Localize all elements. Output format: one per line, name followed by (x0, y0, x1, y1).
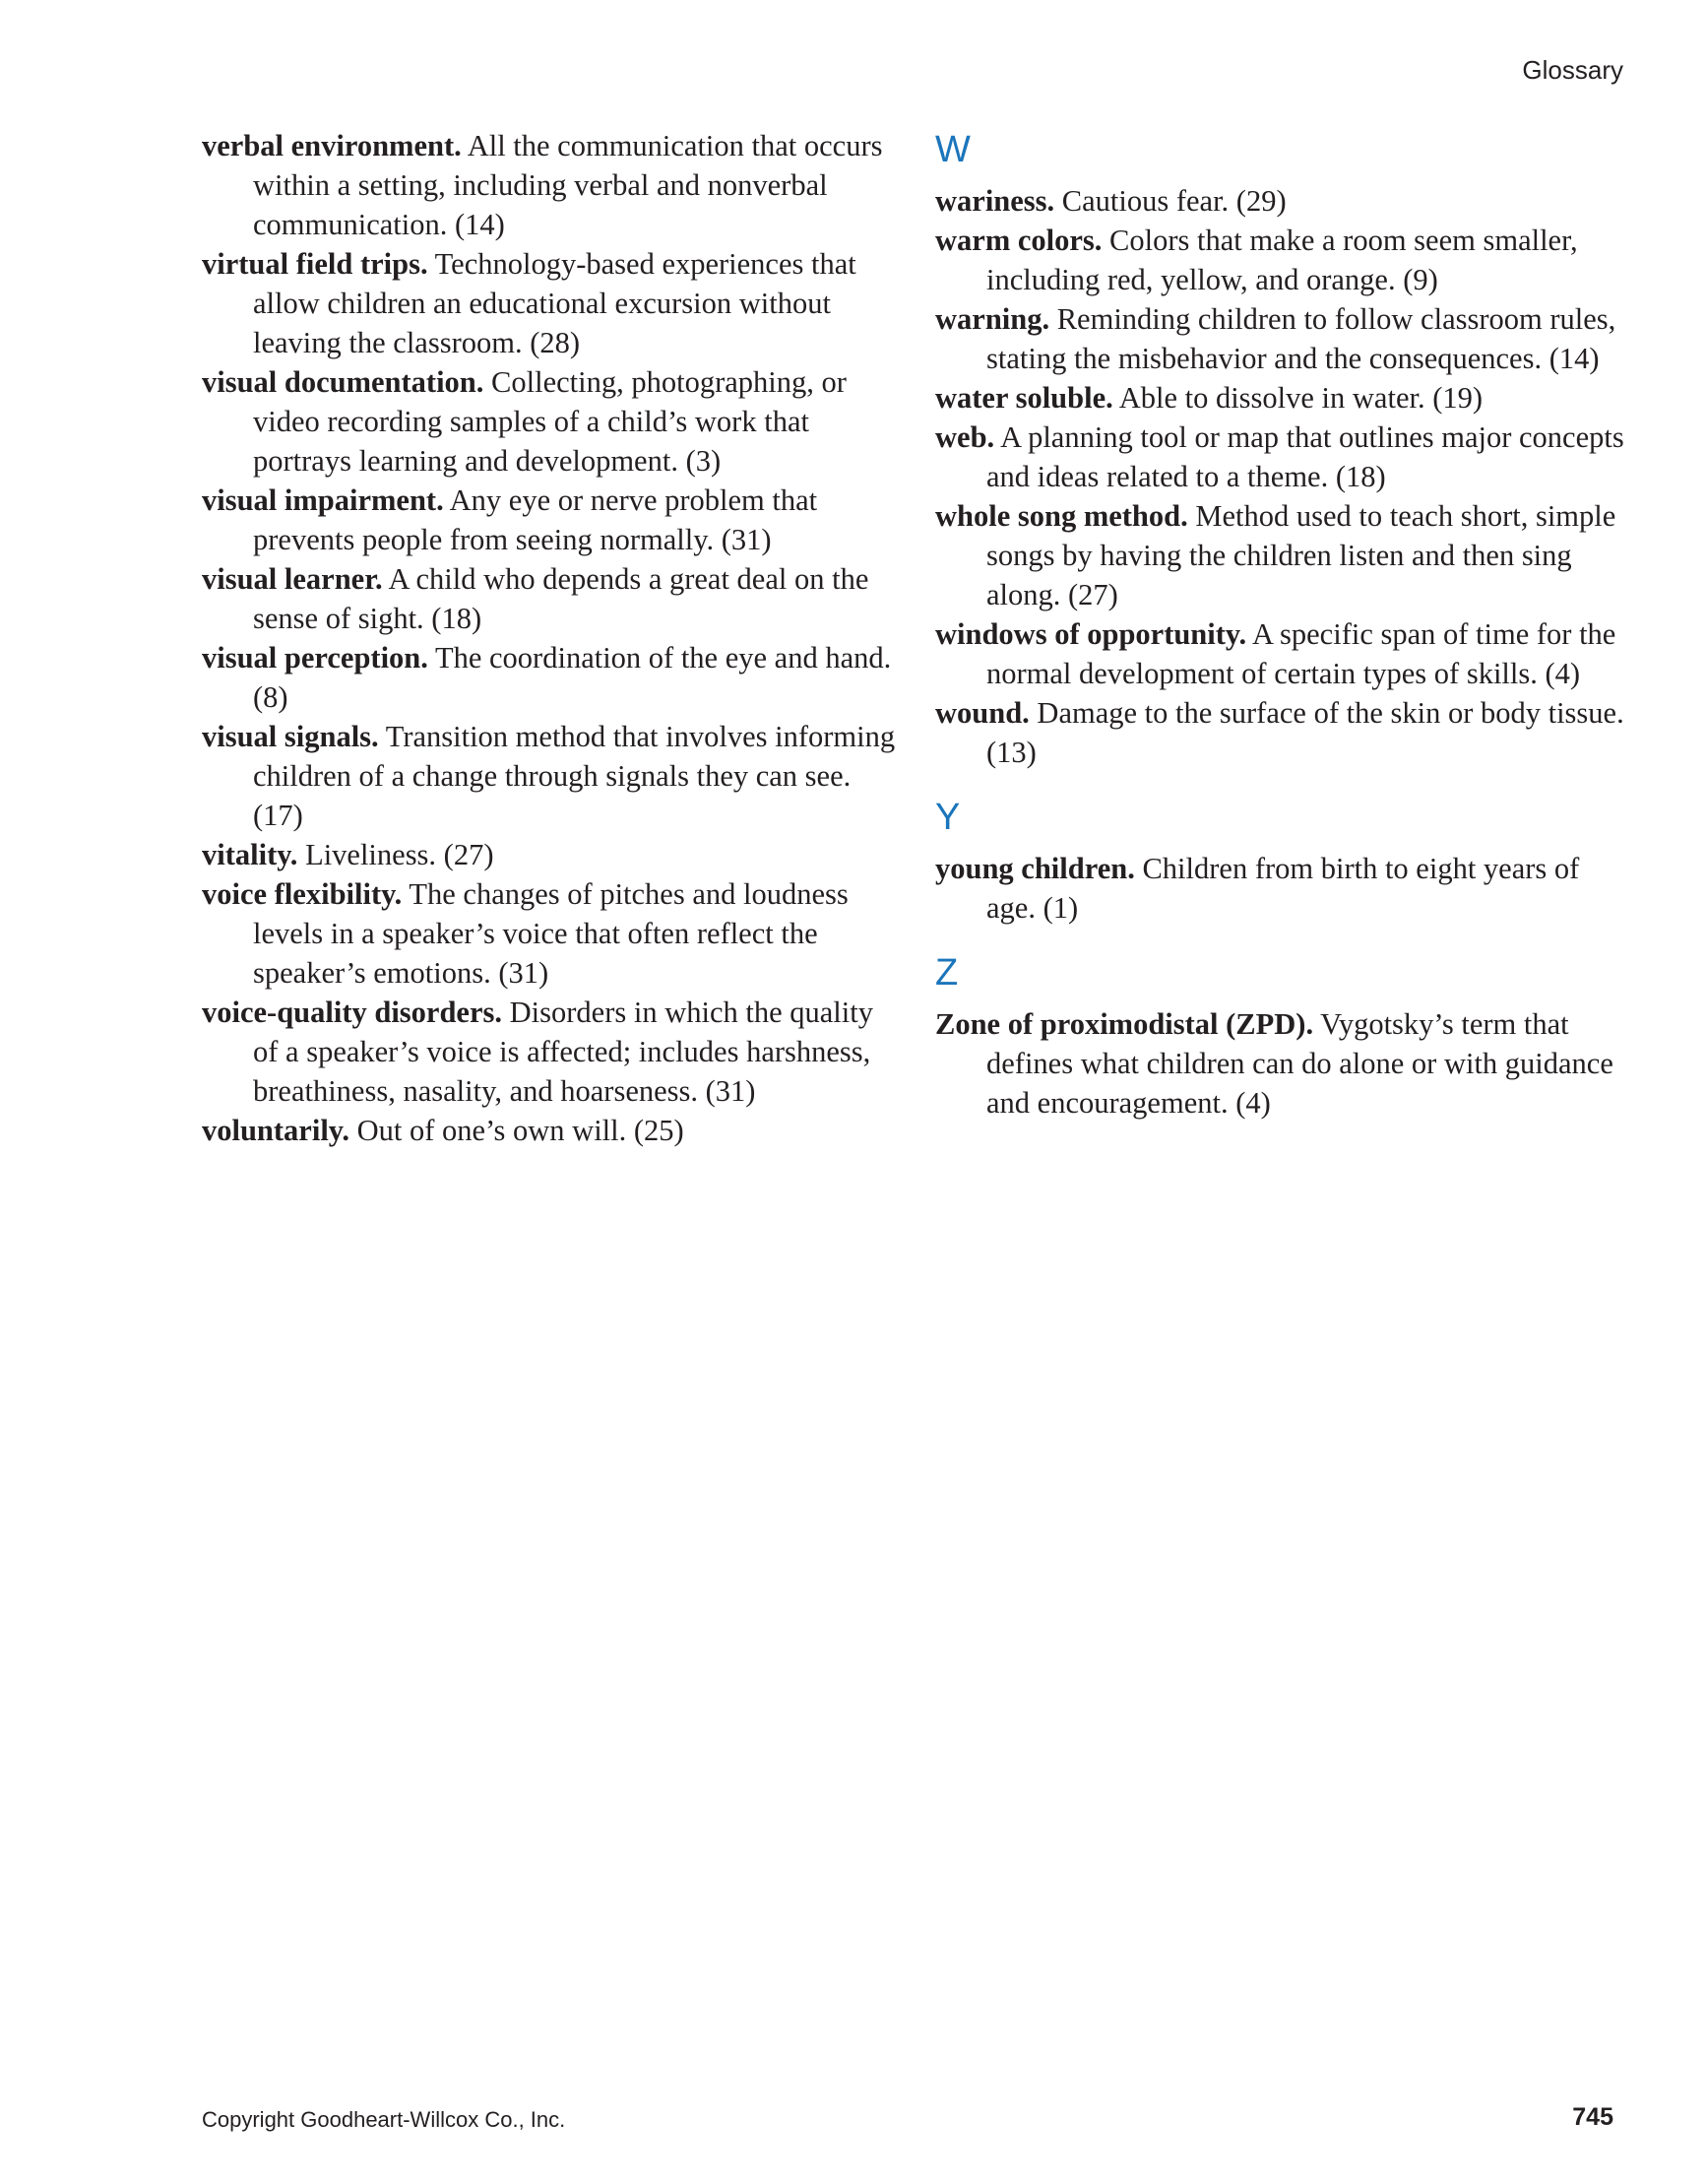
glossary-entry (935, 299, 1624, 378)
entry-definition: A specific span of time for the normal development of certain types of skills. (4) (986, 617, 1616, 690)
entry-definition: Collecting, photographing, or video recording samples of a child’s work that portrays learning and development. (3) (253, 365, 847, 478)
glossary-entry (202, 717, 901, 835)
glossary-entry (202, 481, 901, 559)
entry-term: water soluble. (935, 381, 1113, 415)
entry-definition: The coordination of the eye and hand. (8) (253, 641, 892, 714)
glossary-entry (202, 835, 901, 874)
entry-definition: Children from birth to eight years of age. (1) (986, 852, 1580, 925)
glossary-entry (935, 221, 1624, 299)
entry-term: visual perception. (202, 641, 428, 674)
glossary-entry (935, 1004, 1624, 1123)
entry-term: whole song method. (935, 499, 1188, 533)
entry-term: visual impairment. (202, 483, 444, 517)
glossary-entry (202, 244, 901, 362)
entry-term: wound. (935, 696, 1030, 730)
glossary-entry (202, 362, 901, 481)
glossary-entry (935, 849, 1624, 928)
entry-term: young children. (935, 852, 1135, 885)
copyright-notice: Copyright Goodheart-Willcox Co., Inc. (202, 2107, 566, 2132)
glossary-right-column (935, 126, 1624, 1123)
entry-term: warm colors. (935, 224, 1103, 257)
entry-definition: Method used to teach short, simple songs by having the children listen and then sing along. (27) (986, 499, 1616, 611)
entry-definition: A planning tool or map that outlines major concepts and ideas related to a theme. (18) (986, 420, 1624, 493)
entry-term: visual signals. (202, 720, 379, 753)
glossary-entry (935, 378, 1624, 418)
entry-term: virtual field trips. (202, 247, 428, 281)
entry-definition: A child who depends a great deal on the sense of sight. (18) (253, 562, 869, 635)
entry-definition: Any eye or nerve problem that prevents people from seeing normally. (31) (253, 483, 818, 556)
entry-definition: Disorders in which the quality of a speaker’s voice is affected; includes harshness, breathiness, nasality, and hoarseness. (31) (253, 996, 873, 1108)
glossary-entry (935, 181, 1624, 221)
entry-term: visual learner. (202, 562, 383, 596)
glossary-left-column (202, 126, 901, 1150)
entry-term: verbal environment. (202, 129, 462, 162)
entry-definition: All the communication that occurs within a setting, including verbal and nonverbal communication. (14) (253, 129, 883, 241)
entry-term: wariness. (935, 184, 1055, 218)
glossary-entry (202, 1111, 901, 1150)
entry-definition: Vygotsky’s term that defines what children can do alone or with guidance and encouragement. (4) (986, 1007, 1613, 1120)
glossary-entry (935, 496, 1624, 614)
entry-definition: Reminding children to follow classroom rules, stating the misbehavior and the consequences. (14) (986, 302, 1616, 375)
entry-definition: Damage to the surface of the skin or body tissue. (13) (986, 696, 1624, 769)
entry-term: voluntarily. (202, 1114, 349, 1147)
entry-term: warning. (935, 302, 1050, 336)
running-head: Glossary (1522, 55, 1623, 85)
entry-term: windows of opportunity. (935, 617, 1247, 651)
entry-term: web. (935, 420, 995, 454)
entry-definition: Colors that make a room seem smaller, including red, yellow, and orange. (9) (986, 224, 1578, 296)
entry-definition: Able to dissolve in water. (19) (1112, 381, 1484, 415)
entry-term: voice flexibility. (202, 877, 403, 911)
entry-definition: Cautious fear. (29) (1054, 184, 1287, 218)
entry-definition: The changes of pitches and loudness levels in a speaker’s voice that often reflect the speaker’s emotions. (31) (253, 877, 849, 990)
glossary-entry (202, 993, 901, 1111)
glossary-entry (935, 614, 1624, 693)
entry-definition: Technology-based experiences that allow children an educational excursion without leaving the classroom. (28) (253, 247, 856, 359)
page-number: 745 (1572, 2103, 1613, 2131)
entry-term: voice-quality disorders. (202, 996, 502, 1029)
entry-term: visual documentation. (202, 365, 484, 399)
section-letter-w: W (935, 129, 971, 170)
section-letter-z: Z (935, 952, 959, 994)
glossary-entry (202, 874, 901, 993)
section-letter-y: Y (935, 797, 961, 838)
glossary-entry (202, 559, 901, 638)
entry-term: Zone of proximodistal (ZPD). (935, 1007, 1314, 1041)
glossary-entry (935, 418, 1624, 496)
entry-term: vitality. (202, 838, 298, 871)
glossary-entry (202, 638, 901, 717)
glossary-entry (202, 126, 901, 244)
entry-definition: Out of one’s own will. (25) (348, 1114, 684, 1147)
glossary-entry (935, 693, 1624, 772)
entry-definition: Transition method that involves informing children of a change through signals they can see. (17) (253, 720, 896, 832)
entry-definition: Liveliness. (27) (297, 838, 494, 871)
